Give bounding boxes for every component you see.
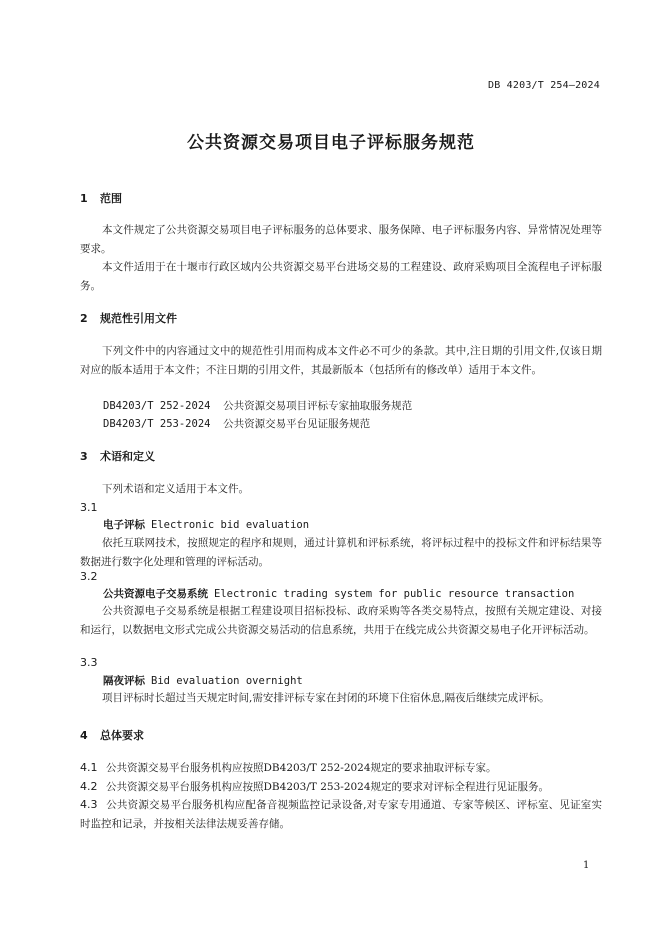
reference-item [103,416,370,431]
page-number: 1 [583,860,590,871]
term-cn: 电子评标 [103,519,145,531]
section-3-intro: 下列术语和定义适用于本文件。 [102,483,249,495]
term-number: 3.1 [80,501,98,514]
term-en: Bid evaluation overnight [151,675,303,687]
standard-code: DB 4203/T 254—2024 [488,80,600,91]
reference-name: 公共资源交易项目评标专家抽取服务规范 [223,400,413,412]
item-number: 4.1 [80,761,98,774]
requirement-item [80,796,602,833]
section-title: 范围 [100,192,122,205]
term-definition: 公共资源电子交易系统是根据工程建设项目招标投标、政府采购等各类交易特点，按照有关规定建设、对接和运行，以数据电文形式完成公共资源交易活动的信息系统，共用于在线完成公共资源交易电子化开评标活动。 [80,605,602,636]
section-title: 术语和定义 [100,450,155,463]
term-number: 3.2 [80,570,98,583]
term-en: Electronic trading system for public resource transaction [214,588,575,600]
term-number: 3.3 [80,656,98,669]
section-4-heading [80,727,144,743]
term-en: Electronic bid evaluation [151,519,310,531]
section-title: 总体要求 [100,729,144,742]
item-text: 公共资源交易平台服务机构应按照DB4203/T 252-2024规定的要求抽取评标专家。 [106,762,497,774]
term-definition: 项目评标时长超过当天规定时间,需安排评标专家在封闭的环境下住宿休息,隔夜后继续完成评标。 [102,692,550,704]
reference-item [103,398,412,413]
section-2-paragraph: 下列文件中的内容通过文中的规范性引用而构成本文件必不可少的条款。其中,注日期的引用文件,仅该日期对应的版本适用于本文件；不注日期的引用文件，其最新版本（包括所有的修改单）适用于本文件。 [80,345,602,376]
term-cn: 公共资源电子交易系统 [103,588,208,600]
section-number: 3 [80,450,88,463]
item-number: 4.3 [80,798,98,811]
item-text: 公共资源交易平台服务机构应按照DB4203/T 253-2024规定的要求对评标全程进行见证服务。 [106,781,550,793]
section-1-heading [80,190,122,206]
section-1-paragraph-1: 本文件规定了公共资源交易项目电子评标服务的总体要求、服务保障、电子评标服务内容、异常情况处理等要求。 [80,224,602,255]
term-title [103,586,574,601]
section-title: 规范性引用文件 [100,312,177,325]
section-3-heading [80,448,155,464]
section-number: 2 [80,312,88,325]
item-number: 4.2 [80,780,98,793]
reference-code: DB4203/T 252-2024 [103,400,211,412]
reference-code: DB4203/T 253-2024 [103,418,211,430]
section-2-heading [80,310,177,326]
document-title: 公共资源交易项目电子评标服务规范 [187,133,475,153]
section-number: 4 [80,729,88,742]
requirement-item [80,778,602,797]
term-cn: 隔夜评标 [103,675,145,687]
term-title [103,673,303,688]
section-1-paragraph-2: 本文件适用于在十堰市行政区域内公共资源交易平台进场交易的工程建设、政府采购项目全流程电子评标服务。 [80,261,602,292]
requirement-item [80,759,602,778]
section-number: 1 [80,192,88,205]
term-definition: 依托互联网技术，按照规定的程序和规则，通过计算机和评标系统，将评标过程中的投标文件和评标结果等数据进行数字化处理和管理的评标活动。 [80,537,602,568]
reference-name: 公共资源交易平台见证服务规范 [223,418,371,430]
term-title [103,517,309,532]
item-text: 公共资源交易平台服务机构应配备音视频监控记录设备,对专家专用通道、专家等候区、评标室、见证室实时监控和记录，并按相关法律法规妥善存储。 [80,799,602,830]
